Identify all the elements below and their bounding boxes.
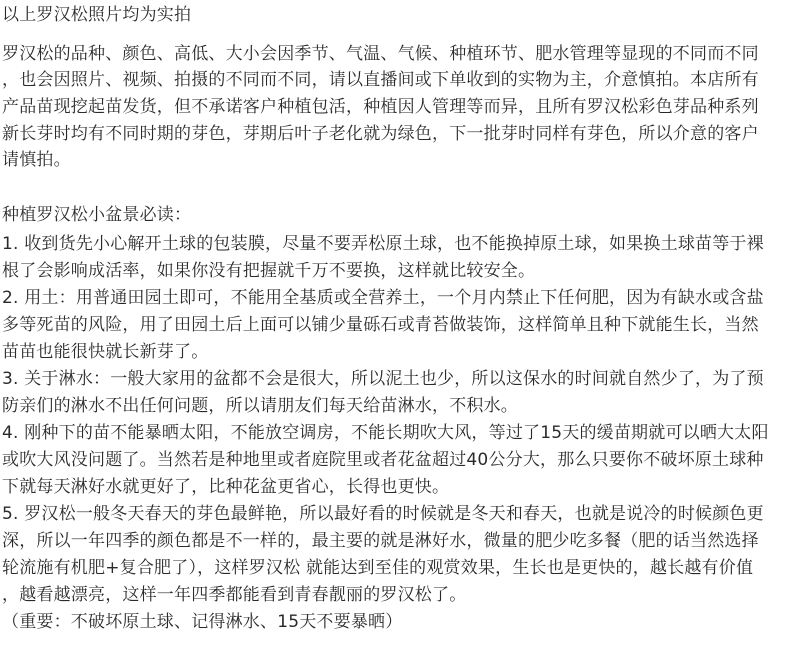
care-item-2-line-3: 苗苗也能很快就长新芽了。 [2, 342, 209, 362]
disclaimer-line-4: 新长芽时均有不同时期的芽色，芽期后叶子老化就为绿色，下一批芽时同样有芽色，所以介意的客户 [2, 124, 759, 144]
important-summary: （重要：不破坏原土球、记得淋水、15天不要暴晒） [2, 612, 403, 632]
care-item-1-line-1: 1. 收到货先小心解开土球的包装膜，尽量不要弄松原土球，也不能换掉原土球，如果换土球苗等于裸 [2, 234, 764, 254]
photo-note-heading: 以上罗汉松照片均为实拍 [2, 5, 192, 25]
care-item-5-line-1: 5. 罗汉松一般冬天春天的芽色最鲜艳，所以最好看的时候就是冬天和春天，也就是说冷的时候颜色更 [2, 504, 764, 524]
care-item-5-line-3: 轮流施有机肥+复合肥了），这样罗汉松 就能达到至佳的观赏效果，生长也是更快的，越长越有价值 [2, 558, 754, 578]
disclaimer-line-1: 罗汉松的品种、颜色、高低、大小会因季节、气温、气候、种植环节、肥水管理等显现的不同而不同 [2, 44, 759, 64]
care-item-2-line-1: 2. 用土：用普通田园土即可，不能用全基质或全营养土，一个月内禁止下任何肥，因为有缺水或含盐 [2, 288, 764, 308]
care-item-5-line-2: 深，所以一年四季的颜色都是不一样的，最主要的就是淋好水，微量的肥少吃多餐（肥的话当然选择 [2, 531, 759, 551]
care-item-3-line-2: 防亲们的淋水不出任何问题，所以请朋友们每天给苗淋水，不积水。 [2, 396, 518, 416]
disclaimer-line-5: 请慎拍。 [2, 150, 71, 170]
care-item-3-line-1: 3. 关于淋水：一般大家用的盆都不会是很大，所以泥土也少，所以这保水的时间就自然少了，为了预 [2, 369, 764, 389]
care-item-5-line-4: ，越看越漂亮，这样一年四季都能看到青春靓丽的罗汉松了。 [2, 585, 467, 605]
care-item-4-line-3: 下就每天淋好水就更好了，比种花盆更省心，长得也更快。 [2, 477, 450, 497]
care-item-4-line-2: 或吹大风没问题了。当然若是种地里或者庭院里或者花盆超过40公分大，那么只要你不破坏原土球种 [2, 450, 764, 470]
disclaimer-line-2: ，也会因照片、视频、拍摄的不同而不同，请以直播间或下单收到的实物为主，介意慎拍。本店所有 [2, 70, 759, 90]
care-guide-heading: 种植罗汉松小盆景必读： [2, 205, 192, 225]
disclaimer-line-3: 产品苗现挖起苗发货，但不承诺客户种植包活，种植因人管理等而异，且所有罗汉松彩色芽品种系列 [2, 97, 759, 117]
care-item-1-line-2: 根了会影响成活率，如果你没有把握就千万不要换，这样就比较安全。 [2, 261, 536, 281]
care-item-4-line-1: 4. 刚种下的苗不能暴晒太阳，不能放空调房，不能长期吹大风，等过了15天的缓苗期就可以晒大太阳 [2, 423, 769, 443]
care-item-2-line-2: 多等死苗的风险，用了田园土后上面可以铺少量砾石或青苔做装饰，这样简单且种下就能生长，当然 [2, 315, 759, 335]
